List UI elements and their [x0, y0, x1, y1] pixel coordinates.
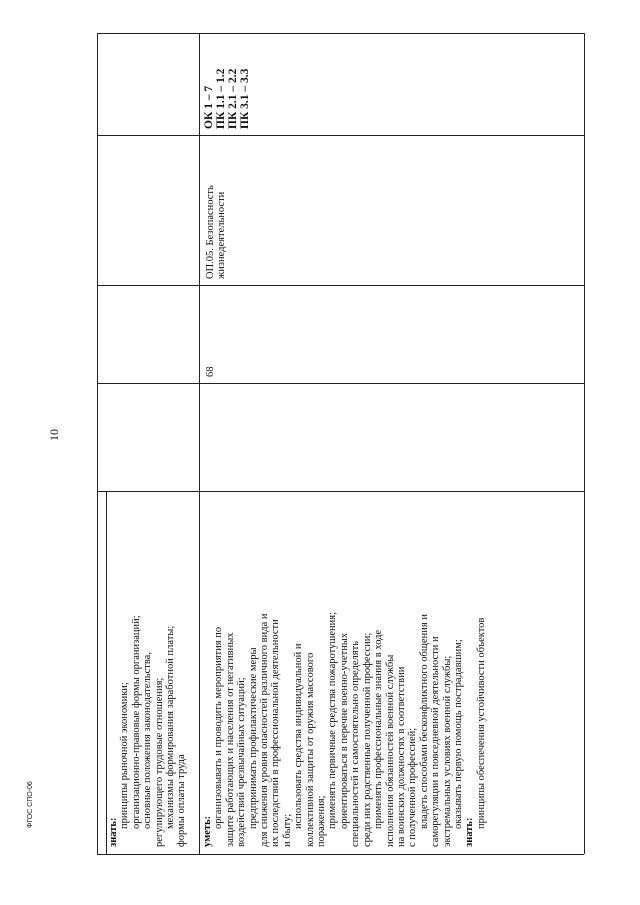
column-divider [97, 135, 584, 136]
table-border-right [584, 33, 585, 854]
list-item: их последствий в профессиональной деятельности [270, 619, 282, 847]
curriculum-table [97, 33, 584, 854]
competency-code: ПК 3.1 – 3.3 [239, 68, 251, 129]
list-item: использовать средства индивидуальной и [293, 643, 305, 829]
list-item: применять профессиональные знания в ходе [373, 629, 385, 829]
list-item: и быту; [281, 813, 293, 847]
list-item: среди них родственные полученной профессии; [361, 632, 373, 847]
table-border-bottom [97, 854, 584, 855]
list-item: оказывать первую помощь пострадавшим; [452, 639, 464, 829]
list-item: на воинских должностях в соответствии [395, 666, 407, 847]
page-number: 10 [47, 429, 61, 441]
column-divider [97, 491, 584, 492]
row2-skills-cell [200, 493, 584, 851]
knowledge-header: знать: [108, 817, 119, 847]
list-item: основные положения законодательства, [142, 652, 154, 829]
list-item: с полученной профессией; [407, 727, 419, 847]
hours-value: 68 [205, 366, 216, 377]
list-item: владеть способами бесконфликтного общения и [418, 614, 430, 829]
list-item: воздействий чрезвычайных ситуаций; [236, 677, 248, 847]
list-item: поражения; [316, 795, 328, 847]
discipline-cell [205, 139, 233, 281]
column-divider [97, 285, 584, 286]
skills-header: уметь: [202, 815, 213, 847]
competency-code: ПК 1.1 – 1.2 [215, 68, 227, 129]
column-divider [97, 383, 584, 384]
list-item: принципы обеспечения устойчивости объектов [475, 617, 487, 829]
list-item: организационно-правовые формы организаций; [130, 615, 142, 829]
list-item: экстремальных условиях военной службы; [441, 655, 453, 847]
list-item: регулирующего трудовые отношения; [153, 677, 165, 847]
table-border-left [97, 33, 98, 854]
list-item: специальностей и самостоятельно определять [350, 641, 362, 847]
list-item: ориентироваться в перечне военно-учетных [338, 632, 350, 829]
hours-cell [205, 289, 221, 379]
competencies-cell [203, 35, 255, 131]
row1-knowledge-cell [106, 493, 199, 851]
list-item: организовывать и проводить мероприятия по [213, 626, 225, 829]
list-item: применять первичные средства пожаротушения; [327, 611, 339, 829]
list-item: исполнения обязанностей военной службы [384, 654, 396, 847]
list-item: механизмы формирования заработной платы; [165, 625, 177, 829]
list-item: формы оплаты труда [176, 754, 188, 847]
knowledge-header: знать: [464, 817, 476, 847]
competency-code: ОК 1 – 7 [203, 85, 215, 129]
list-item: коллективной защиты от оружия массового [304, 652, 316, 847]
list-item: саморегуляции в повседневной деятельности и [430, 636, 442, 847]
page-footer: ФГОС СПО-06 [27, 781, 34, 828]
discipline-name: ОП.05. Безопасность жизнедеятельности [205, 185, 228, 279]
list-item: принципы рыночной экономики; [119, 682, 131, 829]
list-item: защите работающих и населения от негативных [224, 632, 236, 847]
list-item: для снижения уровня опасностей различного вида и [259, 613, 271, 847]
table-border-top [97, 33, 584, 34]
competency-code: ПК 2.1 – 2.2 [227, 68, 239, 129]
list-item: предпринимать профилактические меры [247, 647, 259, 829]
